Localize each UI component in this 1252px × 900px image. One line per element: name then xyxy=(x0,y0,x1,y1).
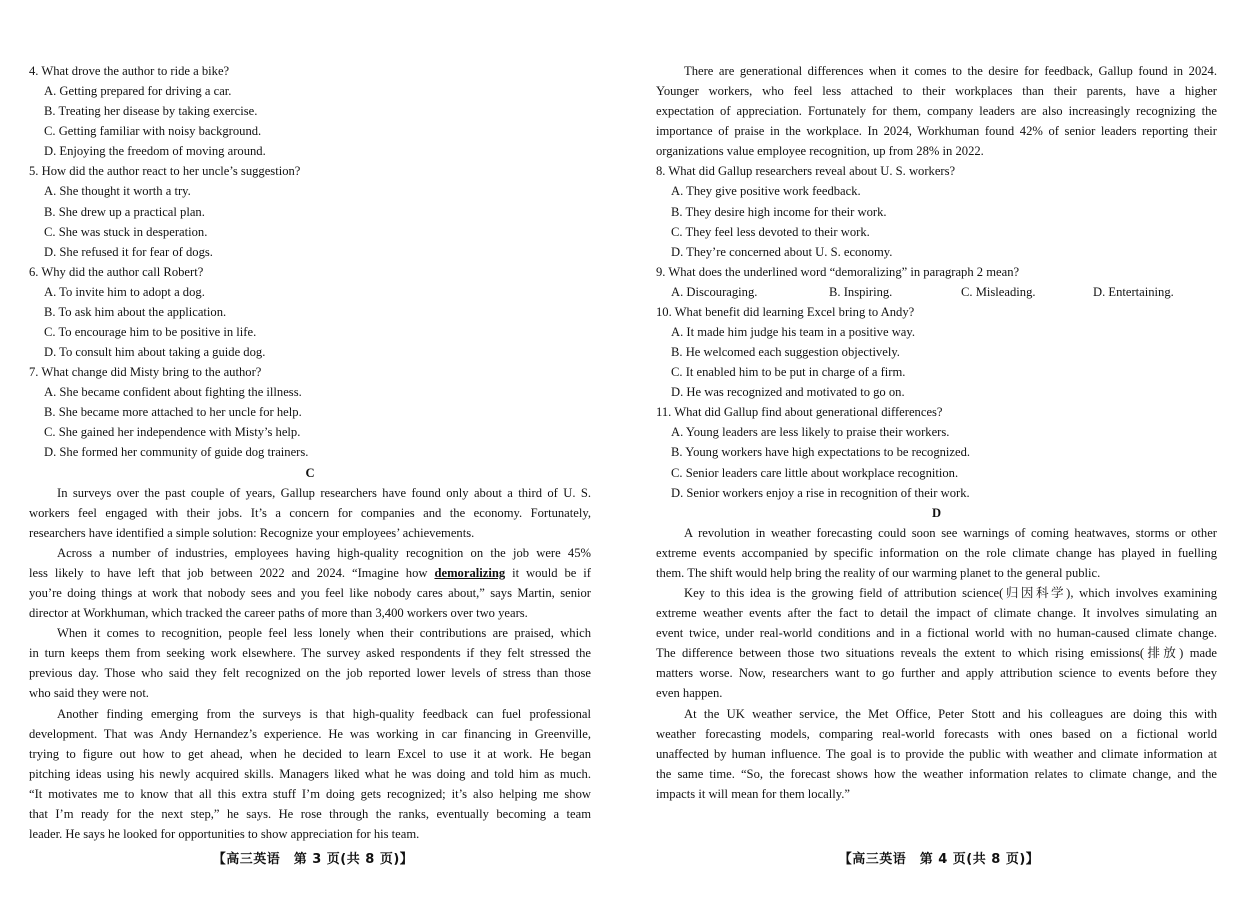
question-5-option-d: D. She refused it for fear of dogs. xyxy=(44,244,213,259)
passage-c-p1-line-3: researchers have identified a simple solution: Recognize your employees’ achievements. xyxy=(29,525,475,540)
question-9-option-a: A. Discouraging. xyxy=(671,284,758,299)
right-column xyxy=(656,61,1217,804)
question-5-option-c: C. She was stuck in desperation. xyxy=(44,224,208,239)
passage-d-p1-line-3: them. The shift would help bring the reality of our warming planet to the general public. xyxy=(656,565,1101,580)
question-11-stem: 11. What did Gallup find about generational differences? xyxy=(656,405,943,420)
question-5-option-a: A. She thought it worth a try. xyxy=(44,184,191,199)
section-c-heading: C xyxy=(305,465,315,480)
passage-d-p2-line-1: Key to this idea is the growing field of attribution science(归因科学), which involves examining xyxy=(684,586,1217,601)
question-6-option-d: D. To consult him about taking a guide dog. xyxy=(44,345,266,360)
question-7-option-d: D. She formed her community of guide dog trainers. xyxy=(44,445,309,460)
question-5-option-b: B. She drew up a practical plan. xyxy=(44,204,205,219)
passage-c-p1-line-2: workers feel engaged with their jobs. It’s a concern for companies and the economy. Fortunately, xyxy=(29,505,591,520)
passage-c-p5-line-4: importance of praise in the workplace. In 2024, Workhuman found 42% of senior leaders reporting their xyxy=(656,124,1217,139)
question-4-option-b: B. Treating her disease by taking exercise. xyxy=(44,104,258,119)
question-4-option-d: D. Enjoying the freedom of moving around. xyxy=(44,144,266,159)
passage-c-p5-line-1: There are generational differences when it comes to the desire for feedback, Gallup found in 2024. xyxy=(684,64,1217,78)
passage-c-p3-line-2: in turn keeps them from seeking work elsewhere. The survey asked respondents if they felt stressed the xyxy=(29,646,591,661)
passage-d-p3-line-3: unaffected by human influence. The goal is to provide the public with weather and climate information at xyxy=(656,746,1217,761)
passage-d-p2-line-3: event twice, under real-world conditions and in a fictional world with no human-caused climate change. xyxy=(656,626,1217,641)
question-6-option-c: C. To encourage him to be positive in life. xyxy=(44,325,257,340)
question-7-stem: 7. What change did Misty bring to the author? xyxy=(29,365,262,380)
passage-d-p1-line-2: extreme events accompanied by specific information on the role climate change has played in fuelling xyxy=(656,545,1217,560)
passage-d-p3-line-5: impacts it will mean for them locally.” xyxy=(656,786,850,801)
passage-c-p4-line-6: that I’m ready for the next step,” he says. He rose through the ranks, eventually becoming a team xyxy=(29,806,591,821)
passage-c-p4-line-3: trying to figure out how to get ahead, when he decided to learn Excel to use it at work. He began xyxy=(29,746,591,761)
question-4-option-c: C. Getting familiar with noisy background. xyxy=(44,124,262,139)
question-10-option-b: B. He welcomed each suggestion objectively. xyxy=(671,345,900,360)
question-11-option-a: A. Young leaders are less likely to praise their workers. xyxy=(671,425,950,440)
passage-d-p2-line-6: even happen. xyxy=(656,686,723,701)
passage-c-p2-line-2-after: it would be if xyxy=(512,565,591,580)
question-9-option-c: C. Misleading. xyxy=(961,284,1036,299)
question-10-option-d: D. He was recognized and motivated to go on. xyxy=(671,385,905,400)
question-6-option-a: A. To invite him to adopt a dog. xyxy=(44,284,205,299)
question-8-option-c: C. They feel less devoted to their work. xyxy=(671,224,870,239)
question-7-option-a: A. She became confident about fighting the illness. xyxy=(44,385,302,400)
passage-c-p2-line-3: you’re doing things at work that nobody sees and you feel like nobody cares about,” says Martin, senior xyxy=(29,586,591,601)
passage-c-p5-line-3: expectation of appreciation. Fortunately for them, company leaders are also increasingly recognizing the xyxy=(656,104,1217,119)
left-column xyxy=(29,61,591,844)
question-7-option-c: C. She gained her independence with Misty’s help. xyxy=(44,425,301,440)
question-9-option-b: B. Inspiring. xyxy=(829,284,893,299)
passage-d-p3-line-1: At the UK weather service, the Met Office, Peter Stott and his colleagues are doing this with xyxy=(684,706,1217,721)
page-4 xyxy=(626,0,1252,900)
question-4-stem: 4. What drove the author to ride a bike? xyxy=(29,64,230,78)
passage-c-p4-line-4: pitching ideas using his newly acquired skills. Managers liked what he was doing and told him as much. xyxy=(29,766,591,781)
question-8-option-a: A. They give positive work feedback. xyxy=(671,184,861,199)
passage-c-p2-line-2-before: less likely to have left that job between 2022 and 2024. “Imagine how xyxy=(29,565,428,580)
question-8-stem: 8. What did Gallup researchers reveal about U. S. workers? xyxy=(656,164,956,179)
passage-c-p3-line-3: previous day. Those who said they felt recognized on the job reported lower levels of stress than those xyxy=(29,666,591,681)
question-7-option-b: B. She became more attached to her uncle for help. xyxy=(44,405,302,420)
passage-c-p2-line-4: director at Workhuman, which tracked the career paths of more than 3,400 workers over two years. xyxy=(29,606,528,621)
question-9-option-d: D. Entertaining. xyxy=(1093,284,1174,299)
question-4-option-a: A. Getting prepared for driving a car. xyxy=(44,84,232,99)
question-5-stem: 5. How did the author react to her uncle’s suggestion? xyxy=(29,164,301,179)
passage-d-p2-line-4: The difference between those two situations reveals the extent to which rising emissions(排放) made xyxy=(656,646,1217,661)
passage-c-p1-line-1: In surveys over the past couple of years, Gallup researchers have found only about a third of U. S. xyxy=(57,485,591,500)
passage-d-p3-line-4: the same time. “So, the forecast shows how the weather information relates to climate change, and the xyxy=(656,766,1217,781)
page-footer-left: 【高三英语 第 3 页(共 8 页)】 xyxy=(212,852,414,867)
passage-c-p3-line-4: who said they were not. xyxy=(29,686,149,701)
question-11-option-b: B. Young workers have high expectations to be recognized. xyxy=(671,445,971,460)
question-11-option-d: D. Senior workers enjoy a rise in recognition of their work. xyxy=(671,485,970,500)
passage-c-p5-line-2: Younger workers, who feel less attached to their workplaces than their parents, have a higher xyxy=(656,84,1217,99)
passage-d-p1-line-1: A revolution in weather forecasting could soon see warnings of coming heatwaves, storms or other xyxy=(684,525,1217,540)
passage-c-p4-line-5: “It motivates me to know that all this extra stuff I’m doing gets recognized; it’s also helping me show xyxy=(29,786,591,801)
underlined-word-demoralizing: demoralizing xyxy=(434,565,506,580)
page-footer-right: 【高三英语 第 4 页(共 8 页)】 xyxy=(838,852,1040,867)
passage-c-p3-line-1: When it comes to recognition, people feel less lonely when their contributions are praised, which xyxy=(57,626,591,641)
question-10-stem: 10. What benefit did learning Excel bring to Andy? xyxy=(656,304,915,319)
passage-c-p2-line-2 xyxy=(29,563,591,583)
passage-c-p4-line-1: Another finding emerging from the surveys is that high-quality feedback can fuel professional xyxy=(57,706,591,721)
passage-d-p2-line-5: matters worse. Now, researchers want to go further and apply attribution science to events before they xyxy=(656,666,1217,681)
question-11-option-c: C. Senior leaders care little about workplace recognition. xyxy=(671,465,959,480)
question-9-stem: 9. What does the underlined word “demoralizing” in paragraph 2 mean? xyxy=(656,264,1020,279)
question-10-option-a: A. It made him judge his team in a positive way. xyxy=(671,325,916,340)
question-9-options xyxy=(656,282,1217,302)
question-6-option-b: B. To ask him about the application. xyxy=(44,304,227,319)
passage-d-p3-line-2: weather forecasting models, comparing real-world forecasts with ones based on a fictional world xyxy=(656,726,1217,741)
question-6-stem: 6. Why did the author call Robert? xyxy=(29,264,204,279)
question-10-option-c: C. It enabled him to be put in charge of a firm. xyxy=(671,365,906,380)
section-d-heading: D xyxy=(931,505,942,520)
passage-d-p2-line-2: extreme weather events after the fact to detail the impact of climate change. It involves simulating an xyxy=(656,606,1217,621)
question-8-option-b: B. They desire high income for their work. xyxy=(671,204,887,219)
passage-c-p2-line-1: Across a number of industries, employees having high-quality recognition on the job were 45% xyxy=(57,545,591,560)
passage-c-p4-line-2: development. That was Andy Hernandez’s experience. He was working in car financing in Greenville, xyxy=(29,726,591,741)
passage-c-p4-line-7: leader. He says he looked for opportunities to show appreciation for his team. xyxy=(29,826,420,841)
passage-c-p5-line-5: organizations value employee recognition, up from 28% in 2022. xyxy=(656,144,984,159)
question-8-option-d: D. They’re concerned about U. S. economy. xyxy=(671,244,893,259)
